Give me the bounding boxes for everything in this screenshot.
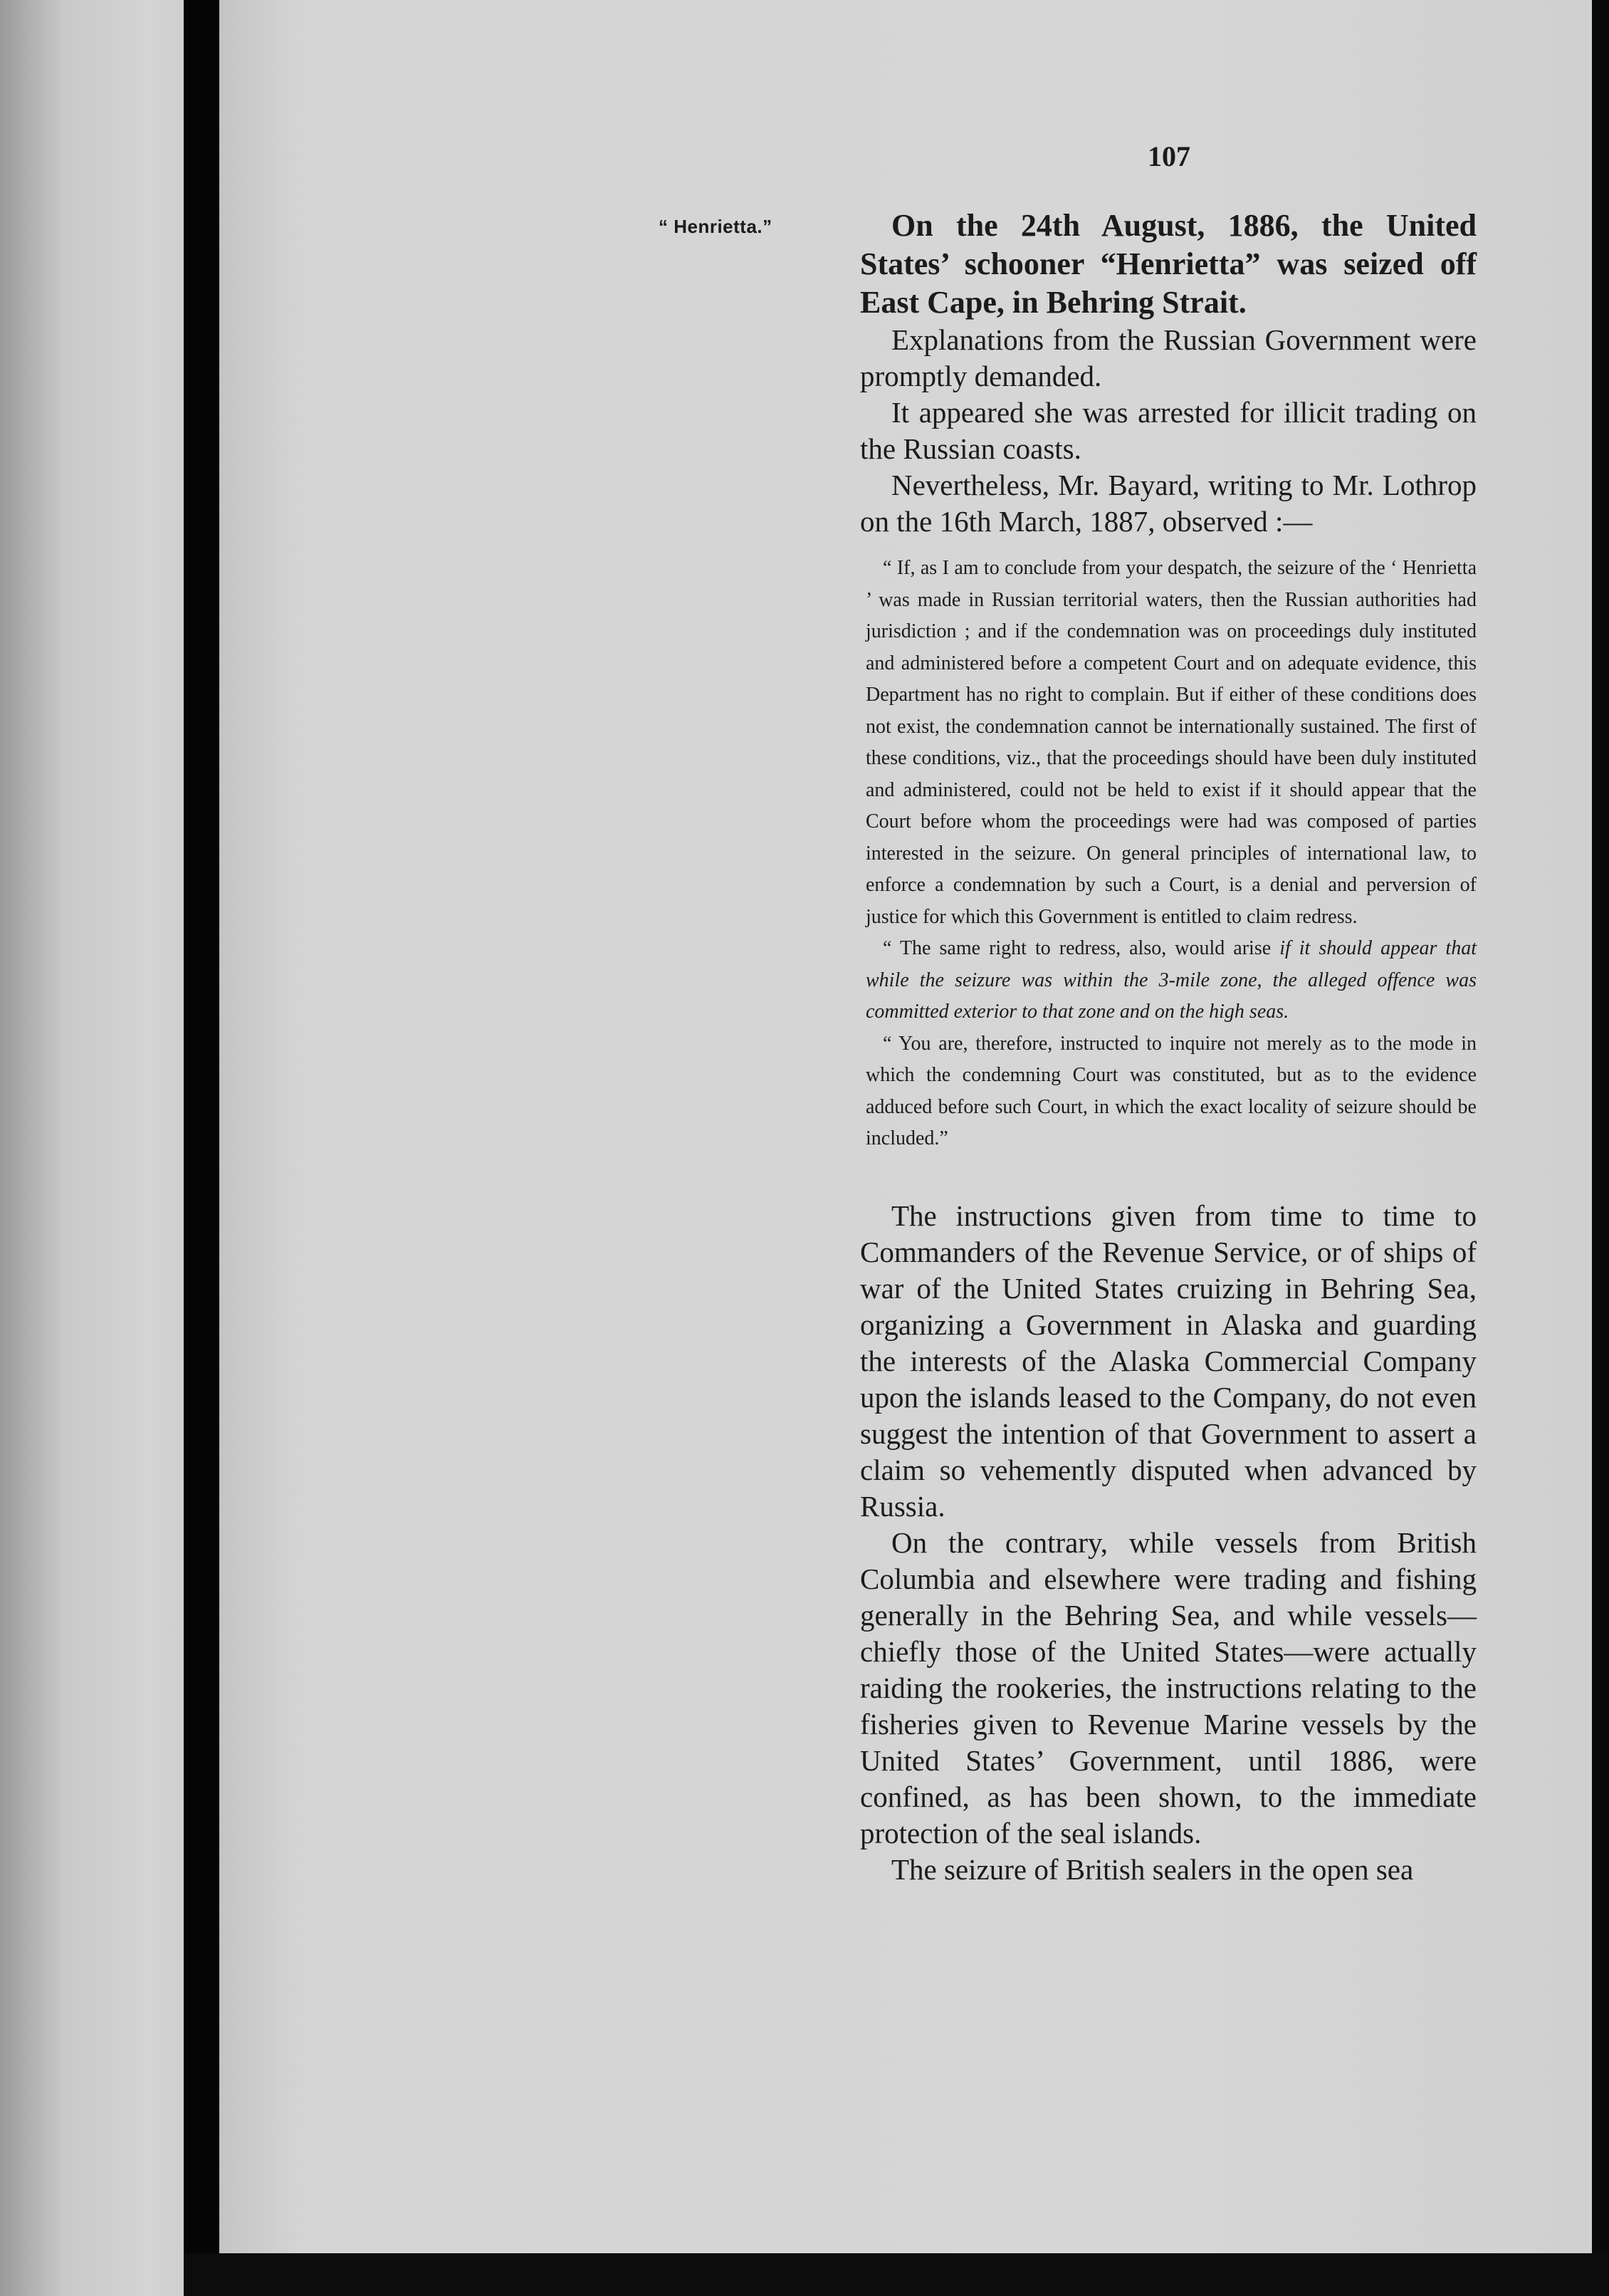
paragraph-seizure-british-sealers: The seizure of British sealers in the open sea: [891, 1852, 1414, 1886]
section-gap: [860, 1155, 1477, 1198]
paragraph-on-the-contrary: On the contrary, while vessels from British Columbia and elsewhere were trading and fishing generally in the Behring Sea, and while vessels—chiefly those of the United States—were actually raiding the rookeries, the instructions relating to the fisheries given to Revenue Marine vessels by the United States’ Government, until 1886, were confined, as has been shown, to the immediate protection of the seal islands.: [860, 1525, 1477, 1849]
quote-paragraph-instructions: “ You are, therefore, instructed to inquire not merely as to the mode in which the condemning Court was constituted, but as to the evidence adduced before such Court, in which the exact locality of seizure should be included.”: [866, 1032, 1477, 1149]
scan-border-right: [1592, 0, 1609, 2296]
quote-redress-text: “ The same right to redress, also, would arise: [883, 937, 1280, 959]
paragraph-explanations: Explanations from the Russian Government were promptly demanded.: [860, 323, 1477, 392]
scan-border-bottom: [184, 2253, 1609, 2296]
page-number: 107: [1148, 140, 1190, 172]
facing-page-edge: [0, 0, 184, 2296]
bayard-quotation: [860, 553, 1477, 1155]
quote-redress-italic-text: if it should appear that while the seizure was within the 3-mile zone, the alleged offence was committed exterior to that zone and on the high seas.: [866, 937, 1477, 1023]
main-text-column: [860, 207, 1477, 1888]
quote-paragraph-redress: [860, 933, 1477, 1028]
binding-gutter: [184, 0, 219, 2296]
paragraph-seizure-henrietta: On the 24th August, 1886, the United States’ schooner “Henrietta” was seized off East Cape, in Behring Strait.: [860, 208, 1477, 320]
quote-paragraph-jurisdiction: “ If, as I am to conclude from your despatch, the seizure of the ‘ Henrietta ’ was made in Russian territorial waters, then the Russian authorities had jurisdiction ; and if the condemnation was on proceedings duly instituted and administered before a competent Court and on adequate evidence, this Department has no right to complain. But if either of these conditions does not exist, the condemnation cannot be internationally sustained. The first of these conditions, viz., that the proceedings should have been duly instituted and administered, could not be held to exist if it should appear that the Court before whom the proceedings were had was composed of parties interested in the seizure. On general principles of international law, to enforce a condemnation by such a Court, is a denial and perversion of justice for which this Government is entitled to claim redress.: [866, 557, 1477, 928]
paragraph-illicit-trading: It appeared she was arrested for illicit trading on the Russian coasts.: [860, 396, 1477, 465]
paragraph-bayard-letter: Nevertheless, Mr. Bayard, writing to Mr. Lothrop on the 16th March, 1887, observed :—: [860, 469, 1477, 538]
paragraph-revenue-instructions: The instructions given from time to time to Commanders of the Revenue Service, or of ships of war of the United States cruizing in Behring Sea, organizing a Government in Alaska and guarding the interests of the Alaska Commercial Company upon the islands leased to the Company, do not even suggest the intention of that Government to assert a claim so vehemently disputed when advanced by Russia.: [860, 1199, 1477, 1523]
margin-note-henrietta: “ Henrietta.”: [659, 216, 772, 237]
